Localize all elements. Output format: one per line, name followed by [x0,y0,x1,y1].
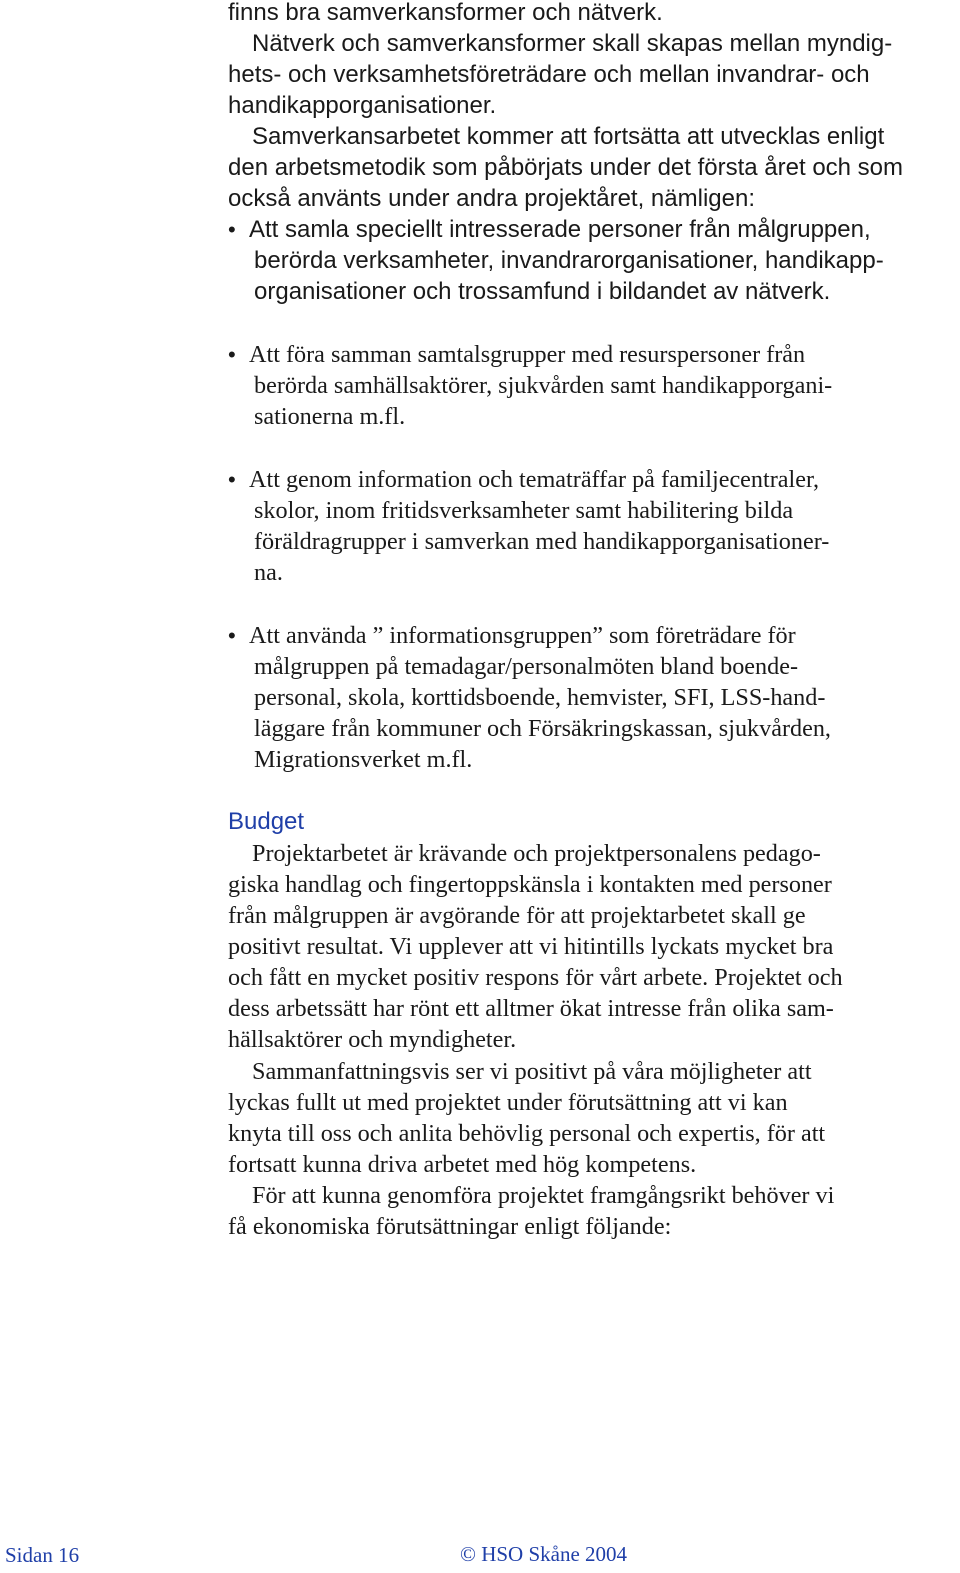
budget-line: och fått en mycket positiv respons för vårt arbete. Projektet och [228,964,843,991]
budget-line: hällsaktörer och myndigheter. [228,1026,517,1053]
budget-line: få ekonomiska förutsättningar enligt följande: [228,1213,672,1240]
intro-line: den arbetsmetodik som påbörjats under det första året och som [228,154,904,181]
budget-heading: Budget [228,808,305,835]
budget-line: knyta till oss och anlita behövlig personal och expertis, för att [228,1120,826,1147]
intro-line: hets- och verksamhetsföreträdare och mellan invandrar- och [228,61,870,88]
bullet-line: organisationer och trossamfund i bildandet av nätverk. [254,278,831,305]
intro-line: Nätverk och samverkansformer skall skapas mellan myndig- [252,30,893,57]
budget-line: fortsatt kunna driva arbetet med hög kompetens. [228,1151,697,1178]
budget-line: För att kunna genomföra projektet framgångsrikt behöver vi [252,1182,835,1209]
bullet-line: Att genom information och tematräffar på familjecentraler, [249,466,820,493]
bullet-line: berörda verksamheter, invandrarorganisationer, handikapp- [254,247,884,274]
budget-line: från målgruppen är avgörande för att projektarbetet skall ge [228,902,806,929]
bullet-marker: • [228,467,236,492]
bullet-marker: • [228,623,236,648]
budget-line: dess arbetssätt har rönt ett alltmer ökat intresse från olika sam- [228,995,834,1022]
bullet-line: sationerna m.fl. [254,403,406,430]
bullet-line: Migrationsverket m.fl. [254,746,473,773]
bullet-line: personal, skola, korttidsboende, hemvister, SFI, LSS-hand- [254,684,826,711]
bullet-marker: • [228,342,236,367]
bullet-line: Att föra samman samtalsgrupper med resurspersoner från [249,341,806,368]
budget-line: positivt resultat. Vi upplever att vi hitintills lyckats mycket bra [228,933,834,960]
bullet-line: Att samla speciellt intresserade personer från målgruppen, [249,216,871,243]
bullet-line: Att använda ” informationsgruppen” som företrädare för [249,622,796,649]
intro-line: finns bra samverkansformer och nätverk. [228,0,663,26]
bullet-line: berörda samhällsaktörer, sjukvården samt handikapporgani- [254,372,833,399]
bullet-line: läggare från kommuner och Försäkringskassan, sjukvården, [254,715,831,742]
budget-line: Projektarbetet är krävande och projektpersonalens pedago- [252,840,821,867]
budget-line: Sammanfattningsvis ser vi positivt på våra möjligheter att [252,1058,812,1085]
budget-line: giska handlag och fingertoppskänsla i kontakten med personer [228,871,832,898]
intro-line: också använts under andra projektåret, nämligen: [228,185,755,212]
intro-line: handikapporganisationer. [228,92,497,119]
bullet-line: skolor, inom fritidsverksamheter samt habilitering bilda [254,497,794,524]
page-number: Sidan 16 [5,1543,80,1567]
budget-line: lyckas fullt ut med projektet under förutsättning att vi kan [228,1089,788,1116]
intro-line: Samverkansarbetet kommer att fortsätta att utvecklas enligt [252,123,885,150]
bullet-marker: • [228,217,236,242]
copyright-notice: © HSO Skåne 2004 [460,1542,628,1566]
bullet-line: målgruppen på temadagar/personalmöten bland boende- [254,653,799,680]
bullet-line: na. [254,559,283,586]
bullet-line: föräldragrupper i samverkan med handikapporganisationer- [254,528,830,555]
